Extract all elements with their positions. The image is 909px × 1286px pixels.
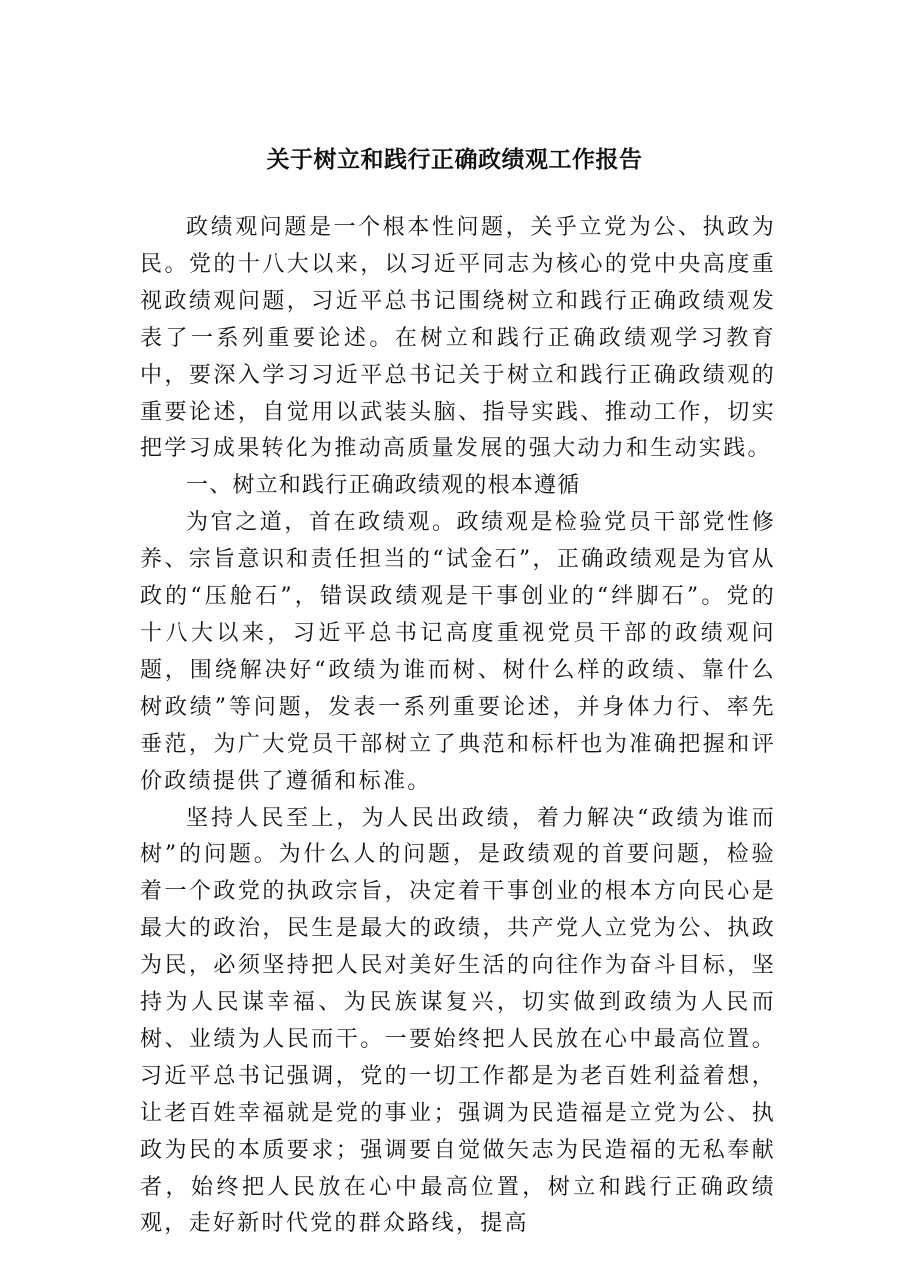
body-paragraph-1: 为官之道，首在政绩观。政绩观是检验党员干部党性修养、宗旨意识和责任担当的“试金石”，正确政绩观是为官从政的“压舱石”，错误政绩观是干事创业的“绊脚石”。党的十八大以来，习近平总书记高度重视党员干部的政绩观问题，围绕解决好“政绩为谁而树、树什么样的政绩、靠什么树政绩”等问题，发表一系列重要论述，并身体力行、率先垂范，为广大党员干部树立了典范和标杆也为准确把握和评价政绩提供了遵循和标准。 xyxy=(140,510,776,794)
document-title: 关于树立和践行正确政绩观工作报告 xyxy=(266,146,643,173)
section-heading: 一、树立和践行正确政绩观的根本遵循 xyxy=(186,473,581,499)
body-paragraph-2: 坚持人民至上，为人民出政绩，着力解决“政绩为谁而树”的问题。为什么人的问题，是政绩观的首要问题，检验着一个政党的执政宗旨，决定着干事创业的根本方向民心是最大的政治，民生是最大的政绩，共产党人立党为公、执政为民，必须坚持把人民对美好生活的向往作为奋斗目标，坚持为人民谋幸福、为民族谋复兴，切实做到政绩为人民而树、业绩为人民而干。一要始终把人民放在心中最高位置。习近平总书记强调，党的一切工作都是为老百姓利益着想，让老百姓幸福就是党的事业；强调为民造福是立党为公、执政为民的本质要求；强调要自觉做矢志为民造福的无私奉献者，始终把人民放在心中最高位置，树立和践行正确政绩观，走好新时代党的群众路线，提高 xyxy=(140,805,776,1237)
intro-paragraph: 政绩观问题是一个根本性问题，关乎立党为公、执政为民。党的十八大以来，以习近平同志为核心的党中央高度重视政绩观问题，习近平总书记围绕树立和践行正确政绩观发表了一系列重要论述。在树立和践行正确政绩观学习教育中，要深入学习习近平总书记关于树立和践行正确政绩观的重要论述，自觉用以武装头脑、指导实践、推动工作，切实把学习成果转化为推动高质量发展的强大动力和生动实践。 xyxy=(140,215,776,462)
document-body xyxy=(140,210,776,1243)
